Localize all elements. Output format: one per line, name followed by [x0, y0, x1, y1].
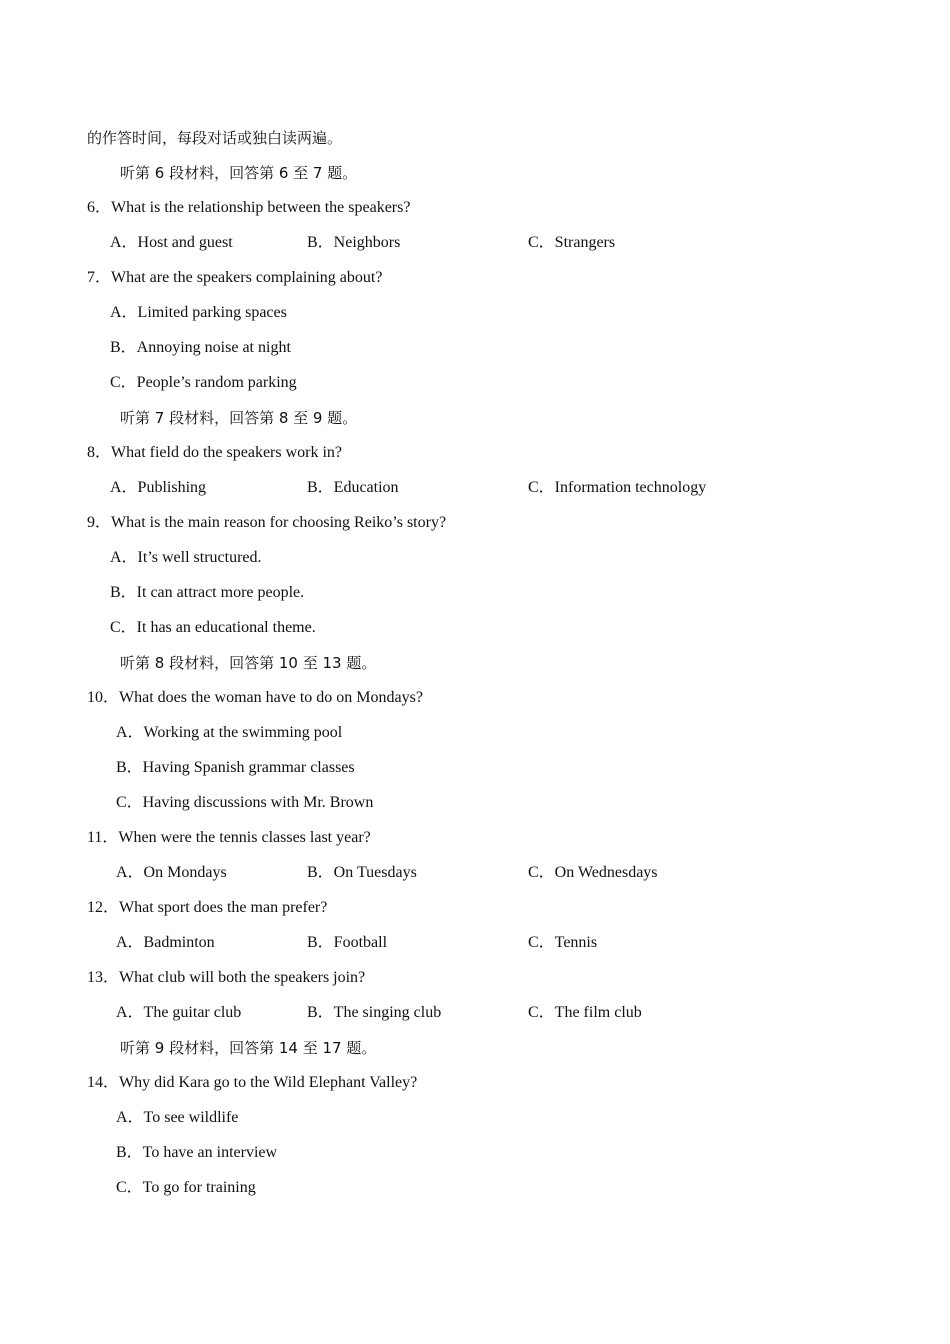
question-7: 7．What are the speakers complaining about?	[87, 269, 383, 286]
question-11-option-b: B．On Tuesdays	[307, 864, 417, 881]
intro-continuation: 的作答时间，每段对话或独白读两遍。	[87, 129, 343, 147]
question-10-option-b: B．Having Spanish grammar classes	[116, 759, 355, 776]
question-10-option-c: C．Having discussions with Mr. Brown	[116, 794, 374, 811]
section-heading-6: 听第 6 段材料，回答第 6 至 7 题。	[120, 164, 358, 182]
question-8-option-b: B．Education	[307, 479, 399, 496]
question-11-option-c: C．On Wednesdays	[528, 864, 658, 881]
question-10: 10．What does the woman have to do on Mondays?	[87, 689, 423, 706]
question-14: 14．Why did Kara go to the Wild Elephant Valley?	[87, 1074, 418, 1091]
question-6-option-c: C．Strangers	[528, 234, 616, 251]
question-6-option-a: A．Host and guest	[110, 234, 233, 251]
section-heading-8: 听第 8 段材料，回答第 10 至 13 题。	[120, 654, 377, 672]
question-8-option-c: C．Information technology	[528, 479, 707, 496]
question-13-option-b: B．The singing club	[307, 1004, 442, 1021]
question-7-option-b: B．Annoying noise at night	[110, 339, 291, 356]
question-9-option-a: A．It’s well structured.	[110, 549, 262, 566]
section-heading-7: 听第 7 段材料，回答第 8 至 9 题。	[120, 409, 358, 427]
question-7-option-c: C．People’s random parking	[110, 374, 297, 391]
question-8: 8．What field do the speakers work in?	[87, 444, 343, 461]
question-14-option-b: B．To have an interview	[116, 1144, 278, 1161]
question-14-option-a: A．To see wildlife	[116, 1109, 239, 1126]
section-heading-9: 听第 9 段材料，回答第 14 至 17 题。	[120, 1039, 377, 1057]
question-13-option-c: C．The film club	[528, 1004, 642, 1021]
question-8-option-a: A．Publishing	[110, 479, 207, 496]
question-13-option-a: A．The guitar club	[116, 1004, 242, 1021]
question-10-option-a: A．Working at the swimming pool	[116, 724, 343, 741]
question-6: 6．What is the relationship between the speakers?	[87, 199, 411, 216]
question-12: 12．What sport does the man prefer?	[87, 899, 328, 916]
question-7-option-a: A．Limited parking spaces	[110, 304, 287, 321]
question-14-option-c: C．To go for training	[116, 1179, 256, 1196]
question-9-option-c: C．It has an educational theme.	[110, 619, 316, 636]
question-12-option-c: C．Tennis	[528, 934, 598, 951]
question-9: 9．What is the main reason for choosing Reiko’s story?	[87, 514, 447, 531]
question-13: 13．What club will both the speakers join?	[87, 969, 366, 986]
question-6-option-b: B．Neighbors	[307, 234, 401, 251]
question-11-option-a: A．On Mondays	[116, 864, 227, 881]
question-11: 11．When were the tennis classes last year?	[87, 829, 371, 846]
question-12-option-a: A．Badminton	[116, 934, 215, 951]
question-9-option-b: B．It can attract more people.	[110, 584, 305, 601]
question-12-option-b: B．Football	[307, 934, 388, 951]
